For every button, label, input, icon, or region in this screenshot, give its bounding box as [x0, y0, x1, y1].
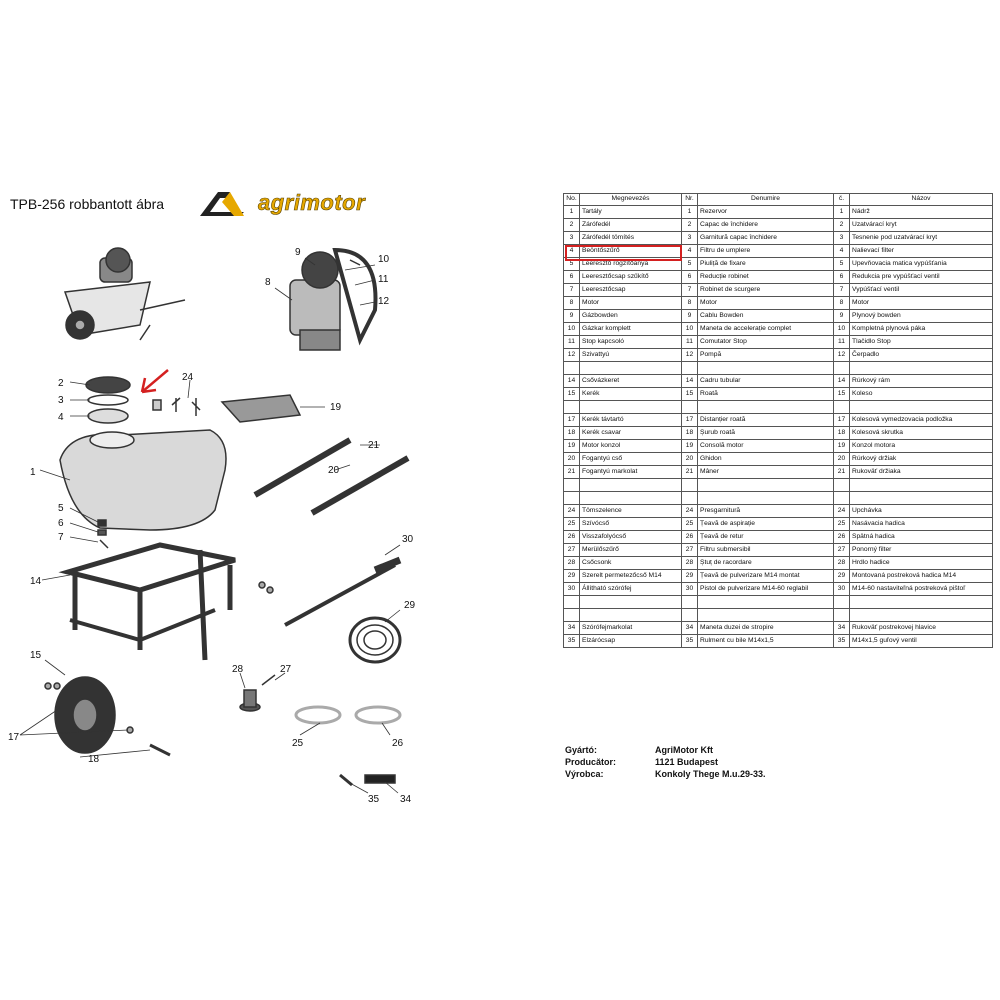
table-cell: 21: [834, 466, 850, 479]
table-cell: Mâner: [698, 466, 834, 479]
table-cell: Piuliță de fixare: [698, 258, 834, 271]
table-cell: Pistol de pulverizare M14-60 reglabil: [698, 583, 834, 596]
table-cell: [698, 609, 834, 622]
table-row: [564, 609, 993, 622]
table-row: [564, 427, 993, 440]
table-cell: [564, 596, 580, 609]
table-cell: 28: [834, 557, 850, 570]
table-row: [564, 401, 993, 414]
table-cell: Csőcsonk: [580, 557, 682, 570]
table-cell: Redukcia pre vypúšťací ventil: [850, 271, 993, 284]
table-cell: 7: [564, 284, 580, 297]
col-header: č.: [834, 194, 850, 206]
table-cell: 9: [834, 310, 850, 323]
callout-label: 1: [30, 467, 36, 478]
table-cell: [682, 596, 698, 609]
table-cell: 12: [564, 349, 580, 362]
table-cell: 10: [682, 323, 698, 336]
table-cell: Maneta de accelerație complet: [698, 323, 834, 336]
table-cell: Țeavă de aspirație: [698, 518, 834, 531]
table-row: [564, 557, 993, 570]
table-cell: 26: [834, 531, 850, 544]
table-cell: Leeresztőcsap: [580, 284, 682, 297]
table-cell: Fogantyú markolat: [580, 466, 682, 479]
table-cell: 17: [564, 414, 580, 427]
table-cell: [682, 479, 698, 492]
callout-label: 21: [368, 440, 380, 451]
table-cell: 4: [682, 245, 698, 258]
table-cell: 17: [682, 414, 698, 427]
table-cell: 27: [834, 544, 850, 557]
table-cell: Stop kapcsoló: [580, 336, 682, 349]
table-cell: [580, 609, 682, 622]
table-cell: M14-60 nastaviteľná postreková pištoľ: [850, 583, 993, 596]
table-cell: 3: [682, 232, 698, 245]
table-cell: 17: [834, 414, 850, 427]
table-cell: 18: [564, 427, 580, 440]
table-row: [564, 570, 993, 583]
table-cell: Maneta duzei de stropire: [698, 622, 834, 635]
table-cell: [834, 492, 850, 505]
table-cell: [850, 479, 993, 492]
table-cell: [580, 596, 682, 609]
red-arrow-icon: [142, 370, 168, 392]
table-row: [564, 596, 993, 609]
table-row: [564, 479, 993, 492]
engine-pump: [290, 250, 376, 350]
table-cell: [850, 362, 993, 375]
table-cell: Rulment cu bile M14x1,5: [698, 635, 834, 648]
table-cell: Tlačidlo Stop: [850, 336, 993, 349]
table-cell: [698, 479, 834, 492]
table-cell: 4: [564, 245, 580, 258]
table-cell: 27: [564, 544, 580, 557]
table-cell: [564, 609, 580, 622]
table-cell: Spätná hadica: [850, 531, 993, 544]
callout-label: 8: [265, 277, 271, 288]
table-cell: Upevňovacia matica vypúšťania: [850, 258, 993, 271]
callout-label: 14: [30, 576, 42, 587]
table-cell: [698, 492, 834, 505]
table-row: [564, 635, 993, 648]
engine-bracket: [222, 395, 300, 422]
table-row: [564, 440, 993, 453]
table-row: [564, 518, 993, 531]
table-cell: 6: [834, 271, 850, 284]
table-cell: Nasávacia hadica: [850, 518, 993, 531]
manufacturer-label: Producător:: [565, 757, 617, 767]
table-row: [564, 414, 993, 427]
callout-label: 18: [88, 754, 100, 765]
table-cell: 25: [834, 518, 850, 531]
table-cell: 11: [682, 336, 698, 349]
table-cell: Kolesová vymedzovacia podložka: [850, 414, 993, 427]
table-cell: [682, 362, 698, 375]
table-cell: [682, 609, 698, 622]
manufacturer-value: 1121 Budapest: [655, 757, 719, 767]
table-cell: 35: [564, 635, 580, 648]
table-cell: [564, 362, 580, 375]
table-cell: 15: [564, 388, 580, 401]
table-cell: 24: [834, 505, 850, 518]
table-cell: Montovaná postreková hadica M14: [850, 570, 993, 583]
table-row: [564, 453, 993, 466]
table-cell: 27: [682, 544, 698, 557]
callout-label: 20: [328, 465, 340, 476]
table-cell: Kolesová skrutka: [850, 427, 993, 440]
table-cell: Upchávka: [850, 505, 993, 518]
table-cell: 6: [564, 271, 580, 284]
col-header: No.: [564, 194, 580, 206]
manufacturer-value: AgriMotor Kft: [655, 745, 713, 755]
table-row: [564, 323, 993, 336]
table-cell: Reducție robinet: [698, 271, 834, 284]
table-cell: [580, 492, 682, 505]
table-cell: 29: [834, 570, 850, 583]
table-cell: 24: [682, 505, 698, 518]
table-cell: 30: [564, 583, 580, 596]
table-cell: Filtru de umplere: [698, 245, 834, 258]
col-header: Denumire: [698, 194, 834, 206]
table-cell: Visszafolyócső: [580, 531, 682, 544]
table-cell: 7: [834, 284, 850, 297]
manufacturer-label: Gyártó:: [565, 745, 598, 755]
table-cell: Ponorný filter: [850, 544, 993, 557]
table-cell: Consolă motor: [698, 440, 834, 453]
table-row: [564, 622, 993, 635]
spray-lance: [285, 565, 395, 625]
table-cell: 20: [682, 453, 698, 466]
callout-label: 27: [280, 664, 292, 675]
table-cell: Szívócső: [580, 518, 682, 531]
callout-label: 9: [295, 247, 301, 258]
table-cell: 24: [564, 505, 580, 518]
table-cell: Hrdlo hadice: [850, 557, 993, 570]
table-cell: 1: [682, 206, 698, 219]
table-cell: Capac de închidere: [698, 219, 834, 232]
table-cell: 30: [834, 583, 850, 596]
table-cell: Nádrž: [850, 206, 993, 219]
table-row: [564, 284, 993, 297]
table-cell: 19: [564, 440, 580, 453]
table-cell: 14: [834, 375, 850, 388]
table-cell: 30: [682, 583, 698, 596]
table-cell: Ghidon: [698, 453, 834, 466]
table-cell: 7: [682, 284, 698, 297]
table-cell: 15: [682, 388, 698, 401]
table-cell: [682, 401, 698, 414]
table-cell: [850, 492, 993, 505]
table-cell: Tömszelence: [580, 505, 682, 518]
callout-label: 5: [58, 503, 64, 514]
table-row: [564, 362, 993, 375]
manufacturer-value: Konkoly Thege M.u.29-33.: [655, 769, 766, 779]
table-cell: [698, 401, 834, 414]
exploded-diagram: [0, 230, 560, 805]
table-cell: 9: [682, 310, 698, 323]
col-header: Názov: [850, 194, 993, 206]
table-row: [564, 232, 993, 245]
table-cell: Șurub roată: [698, 427, 834, 440]
table-cell: 20: [564, 453, 580, 466]
table-cell: [698, 362, 834, 375]
table-cell: 21: [682, 466, 698, 479]
manufacturer-label: Výrobca:: [565, 769, 604, 779]
table-cell: 5: [682, 258, 698, 271]
table-cell: 35: [682, 635, 698, 648]
callout-label: 7: [58, 532, 64, 543]
table-cell: 1: [564, 206, 580, 219]
table-row: [564, 271, 993, 284]
table-cell: [850, 401, 993, 414]
col-header: Nr.: [682, 194, 698, 206]
table-cell: 6: [682, 271, 698, 284]
callout-label: 25: [292, 738, 304, 749]
table-cell: Motor: [580, 297, 682, 310]
table-cell: 18: [834, 427, 850, 440]
table-cell: Vypúšťací ventil: [850, 284, 993, 297]
callout-label: 19: [330, 402, 342, 413]
table-cell: 1: [834, 206, 850, 219]
tube-frame: [68, 545, 235, 590]
table-row: [564, 375, 993, 388]
callout-label: 28: [232, 664, 244, 675]
table-cell: [850, 596, 993, 609]
table-cell: Rúrkový rám: [850, 375, 993, 388]
table-cell: [834, 596, 850, 609]
table-cell: Fogantyú cső: [580, 453, 682, 466]
table-cell: Motor konzol: [580, 440, 682, 453]
table-row: [564, 531, 993, 544]
table-cell: M14x1,5 guľový ventil: [850, 635, 993, 648]
callout-label: 15: [30, 650, 42, 661]
table-cell: Szerelt permetezőcső M14: [580, 570, 682, 583]
callout-label: 26: [392, 738, 404, 749]
table-cell: 2: [682, 219, 698, 232]
callout-label: 17: [8, 732, 20, 743]
table-cell: 14: [682, 375, 698, 388]
table-cell: 20: [834, 453, 850, 466]
table-cell: 8: [682, 297, 698, 310]
table-row: [564, 310, 993, 323]
table-cell: 34: [834, 622, 850, 635]
table-cell: Pompă: [698, 349, 834, 362]
table-cell: [564, 479, 580, 492]
table-cell: 15: [834, 388, 850, 401]
table-cell: Konzol motora: [850, 440, 993, 453]
table-cell: 10: [834, 323, 850, 336]
table-cell: Elzárócsap: [580, 635, 682, 648]
table-cell: Állítható szórófej: [580, 583, 682, 596]
table-cell: Comutator Stop: [698, 336, 834, 349]
table-cell: Robinet de scurgere: [698, 284, 834, 297]
table-cell: Tartály: [580, 206, 682, 219]
table-cell: Zárófedél tömítés: [580, 232, 682, 245]
table-row: [564, 492, 993, 505]
table-cell: 14: [564, 375, 580, 388]
table-cell: Rezervor: [698, 206, 834, 219]
page-title: TPB-256 robbantott ábra: [10, 196, 165, 212]
table-cell: 18: [682, 427, 698, 440]
table-row: [564, 297, 993, 310]
table-cell: Kerék: [580, 388, 682, 401]
table-cell: Gázkar komplett: [580, 323, 682, 336]
callout-label: 12: [378, 296, 390, 307]
table-cell: Rúrkový držiak: [850, 453, 993, 466]
table-cell: [698, 596, 834, 609]
callout-label: 6: [58, 518, 64, 529]
table-cell: [580, 362, 682, 375]
callout-label: 3: [58, 395, 64, 406]
table-cell: Țeavă de retur: [698, 531, 834, 544]
table-row: [564, 206, 993, 219]
table-cell: 26: [564, 531, 580, 544]
table-cell: [580, 479, 682, 492]
table-cell: 9: [564, 310, 580, 323]
callout-label: 34: [400, 794, 412, 805]
table-cell: [564, 492, 580, 505]
callout-label: 29: [404, 600, 416, 611]
table-cell: Rukoväť postrekovej hlavice: [850, 622, 993, 635]
table-cell: 29: [682, 570, 698, 583]
table-cell: 5: [564, 258, 580, 271]
table-cell: Nalievací filter: [850, 245, 993, 258]
table-cell: Kerék csavar: [580, 427, 682, 440]
table-cell: Leeresztő rögzítőanya: [580, 258, 682, 271]
table-cell: 26: [682, 531, 698, 544]
table-cell: 4: [834, 245, 850, 258]
table-header-row: [564, 194, 993, 206]
table-cell: Zárófedél: [580, 219, 682, 232]
table-cell: Kerék távtartó: [580, 414, 682, 427]
table-cell: 35: [834, 635, 850, 648]
table-cell: Čerpadlo: [850, 349, 993, 362]
table-cell: 19: [682, 440, 698, 453]
table-cell: [682, 492, 698, 505]
table-cell: Rukoväť držiaka: [850, 466, 993, 479]
table-row: [564, 388, 993, 401]
table-cell: 3: [834, 232, 850, 245]
table-cell: 28: [564, 557, 580, 570]
table-cell: 2: [834, 219, 850, 232]
table-cell: 2: [564, 219, 580, 232]
table-cell: Leeresztőcsap szűkítő: [580, 271, 682, 284]
table-cell: Beöntőszűrő: [580, 245, 682, 258]
table-row: [564, 544, 993, 557]
table-cell: 34: [564, 622, 580, 635]
table-cell: Csővázkeret: [580, 375, 682, 388]
table-cell: Distanțier roată: [698, 414, 834, 427]
parts-table: [563, 193, 993, 648]
table-cell: 19: [834, 440, 850, 453]
table-cell: Szórófejmarkolat: [580, 622, 682, 635]
table-cell: Merülőszűrő: [580, 544, 682, 557]
table-row: [564, 505, 993, 518]
table-row: [564, 336, 993, 349]
table-cell: [834, 609, 850, 622]
table-cell: 25: [564, 518, 580, 531]
table-cell: Ștuț de racordare: [698, 557, 834, 570]
sprayer-overview: [65, 248, 185, 340]
highlight-box: [565, 245, 682, 261]
brand-name: agrimotor: [258, 190, 366, 215]
table-cell: [834, 362, 850, 375]
callout-label: 35: [368, 794, 380, 805]
table-row: [564, 219, 993, 232]
table-cell: 11: [834, 336, 850, 349]
table-cell: Motor: [850, 297, 993, 310]
table-cell: Koleso: [850, 388, 993, 401]
table-cell: 25: [682, 518, 698, 531]
table-row: [564, 583, 993, 596]
table-cell: 10: [564, 323, 580, 336]
callout-label: 30: [402, 534, 414, 545]
table-cell: 12: [834, 349, 850, 362]
table-cell: 5: [834, 258, 850, 271]
table-cell: [834, 401, 850, 414]
table-row: [564, 466, 993, 479]
table-cell: Tesnenie pod uzatvárací kryt: [850, 232, 993, 245]
callout-label: 2: [58, 378, 64, 389]
table-cell: [580, 401, 682, 414]
table-cell: Motor: [698, 297, 834, 310]
table-cell: Uzatvárací kryt: [850, 219, 993, 232]
table-cell: 8: [834, 297, 850, 310]
table-cell: [834, 479, 850, 492]
table-cell: Presgarnitură: [698, 505, 834, 518]
table-cell: Szivattyú: [580, 349, 682, 362]
callout-label: 11: [378, 274, 389, 285]
table-cell: [564, 401, 580, 414]
table-cell: Garnitură capac închidere: [698, 232, 834, 245]
table-cell: 12: [682, 349, 698, 362]
table-cell: Țeavă de pulverizare M14 montat: [698, 570, 834, 583]
table-cell: 8: [564, 297, 580, 310]
table-cell: 21: [564, 466, 580, 479]
table-cell: 11: [564, 336, 580, 349]
table-cell: Kompletná plynová páka: [850, 323, 993, 336]
table-cell: Cadru tubular: [698, 375, 834, 388]
table-cell: Gázbowden: [580, 310, 682, 323]
callout-label: 24: [182, 372, 194, 383]
table-cell: 3: [564, 232, 580, 245]
table-cell: Roată: [698, 388, 834, 401]
table-cell: 34: [682, 622, 698, 635]
table-cell: Filtru submersibil: [698, 544, 834, 557]
table-cell: 29: [564, 570, 580, 583]
callout-label: 4: [58, 412, 64, 423]
table-cell: [850, 609, 993, 622]
manufacturer-info: [565, 744, 766, 780]
callout-label: 10: [378, 254, 390, 265]
table-cell: 28: [682, 557, 698, 570]
table-cell: Cablu Bowden: [698, 310, 834, 323]
table-row: [564, 349, 993, 362]
col-header: Megnevezés: [580, 194, 682, 206]
table-cell: Plynový bowden: [850, 310, 993, 323]
tank: [60, 430, 226, 530]
